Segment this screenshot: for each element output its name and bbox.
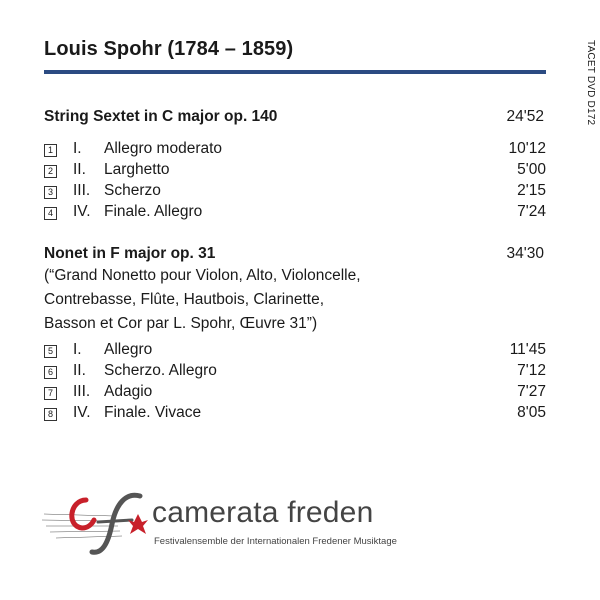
track-name: Scherzo. Allegro [104,362,217,379]
track-movement-number: I. [73,341,82,358]
track-row [44,341,546,363]
track-duration: 7'27 [517,383,546,400]
track-duration: 7'12 [517,362,546,379]
title-rule [44,70,546,74]
work-duration-sextet: 24'52 [506,108,544,125]
work-duration-nonet: 34'30 [506,245,544,262]
track-name: Finale. Vivace [104,404,202,421]
track-duration: 11'45 [509,341,546,358]
track-row [44,182,546,204]
work-subtitle-nonet: (“Grand Nonetto pour Violon, Alto, Violoncelle, Contrebasse, Flûte, Hautbois, Clarinette, Basson et Cor par L. Spohr, Œuvre 31”) [44,267,361,332]
track-name: Finale. Allegro [104,203,203,220]
track-name: Adagio [104,383,153,400]
track-number: 8 [44,408,57,421]
track-row [44,140,546,162]
track-name: Scherzo [104,182,161,199]
brand-name: camerata freden [152,496,374,529]
track-duration: 10'12 [508,140,546,157]
track-movement-number: III. [73,182,91,199]
track-name: Allegro [104,341,153,358]
catalog-label: TACET DVD D172 [585,40,596,126]
track-number: 2 [44,165,57,178]
track-name: Larghetto [104,161,170,178]
track-name: Allegro moderato [104,140,223,157]
work-title-sextet: String Sextet in C major op. 140 [44,108,278,125]
track-number: 3 [44,186,57,199]
track-movement-number: IV. [73,203,91,220]
track-number: 7 [44,387,57,400]
brand-tagline: Festivalensemble der Internationalen Fredener Musiktage [154,536,397,547]
track-row [44,161,546,183]
track-duration: 7'24 [517,203,546,220]
track-movement-number: II. [73,161,86,178]
camerata-freden-logo-icon [42,490,152,560]
track-row [44,203,546,225]
work-title-nonet: Nonet in F major op. 31 [44,245,216,262]
track-number: 4 [44,207,57,220]
track-movement-number: IV. [73,404,91,421]
track-movement-number: III. [73,383,91,400]
track-row [44,404,546,426]
track-number: 1 [44,144,57,157]
track-number: 6 [44,366,57,379]
track-row [44,362,546,384]
track-row [44,383,546,405]
track-movement-number: II. [73,362,86,379]
composer-title: Louis Spohr (1784 – 1859) [44,38,294,60]
track-number: 5 [44,345,57,358]
track-movement-number: I. [73,140,82,157]
track-duration: 2'15 [517,182,546,199]
track-duration: 8'05 [517,404,546,421]
track-duration: 5'00 [517,161,546,178]
